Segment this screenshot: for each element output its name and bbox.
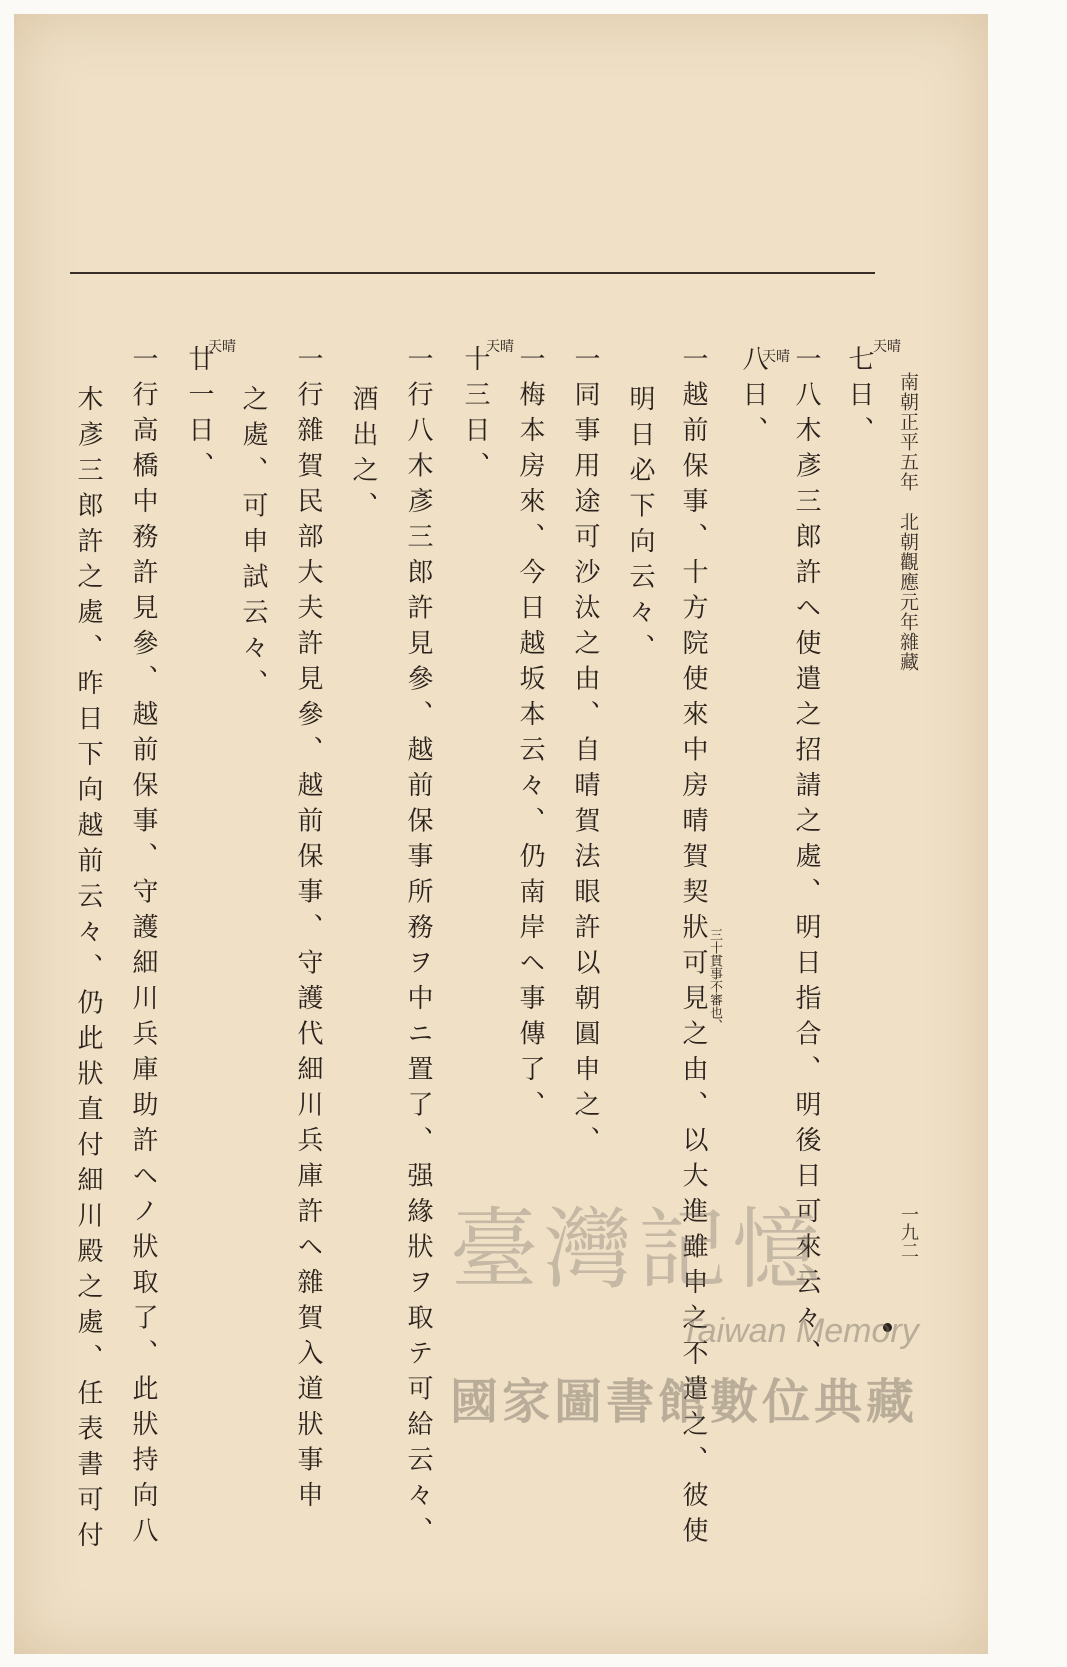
- text-column-8: 十三日、: [460, 345, 490, 487]
- text-column-1: 七日、: [844, 345, 874, 452]
- text-column-5: 明日必下向云々、: [625, 385, 655, 669]
- text-column-13: 廿一日、: [184, 345, 214, 487]
- weather-note-2: 天晴: [762, 349, 790, 365]
- text-column-7: 一梅本房來、今日越坂本云々、仍南岸ヘ事傳了、: [515, 345, 545, 1126]
- text-column-11: 一行雜賀民部大夫許見參、越前保事、守護代細川兵庫許ヘ雜賀入道狀事申: [293, 345, 323, 1517]
- text-column-12: 之處、可申試云々、: [238, 385, 268, 705]
- weather-note-3: 天晴: [486, 339, 514, 355]
- weather-note-4: 天晴: [208, 339, 236, 355]
- text-column-6: 一同事用途可沙汰之由、自晴賀法眼許以朝圓申之、: [570, 345, 600, 1162]
- ink-speck: [883, 1323, 892, 1332]
- text-column-3: 八日、: [738, 345, 768, 452]
- watermark-calligraphy: 臺灣記憶: [450, 1198, 827, 1301]
- text-column-9: 一行八木彥三郎許見參、越前保事所務ヲ中ニ置了、强緣狀ヲ取テ可給云々、: [403, 345, 433, 1552]
- page-paper: [14, 14, 988, 1654]
- text-column-15: 木彥三郎許之處、昨日下向越前云々、仍此狀直付細川殿之處、任表書可付: [73, 385, 103, 1557]
- text-column-10: 酒出之、: [348, 385, 378, 527]
- text-column-4: 一越前保事、十方院使來中房晴賀契狀可見之由、以大進雖申之不遣之、彼使: [678, 345, 708, 1552]
- text-column-2: 一八木彥三郎許ヘ使遣之招請之處、明日指合、明後日可來云々、: [791, 345, 821, 1375]
- page-number: 一九二: [898, 1205, 919, 1259]
- weather-note-1: 天晴: [873, 339, 901, 355]
- interlinear-note: 三十貫事不審也、: [707, 928, 722, 1032]
- header-rule: [70, 272, 875, 274]
- text-column-14: 一行高橋中務許見參、越前保事、守護細川兵庫助許ヘノ狀取了、此狀持向八: [128, 345, 158, 1552]
- running-header: 南朝正平五年 北朝觀應元年雜藏: [897, 372, 919, 672]
- watermark-library: 國家圖書館數位典藏: [450, 1374, 919, 1430]
- watermark-english: Taiwan Memory: [680, 1312, 919, 1350]
